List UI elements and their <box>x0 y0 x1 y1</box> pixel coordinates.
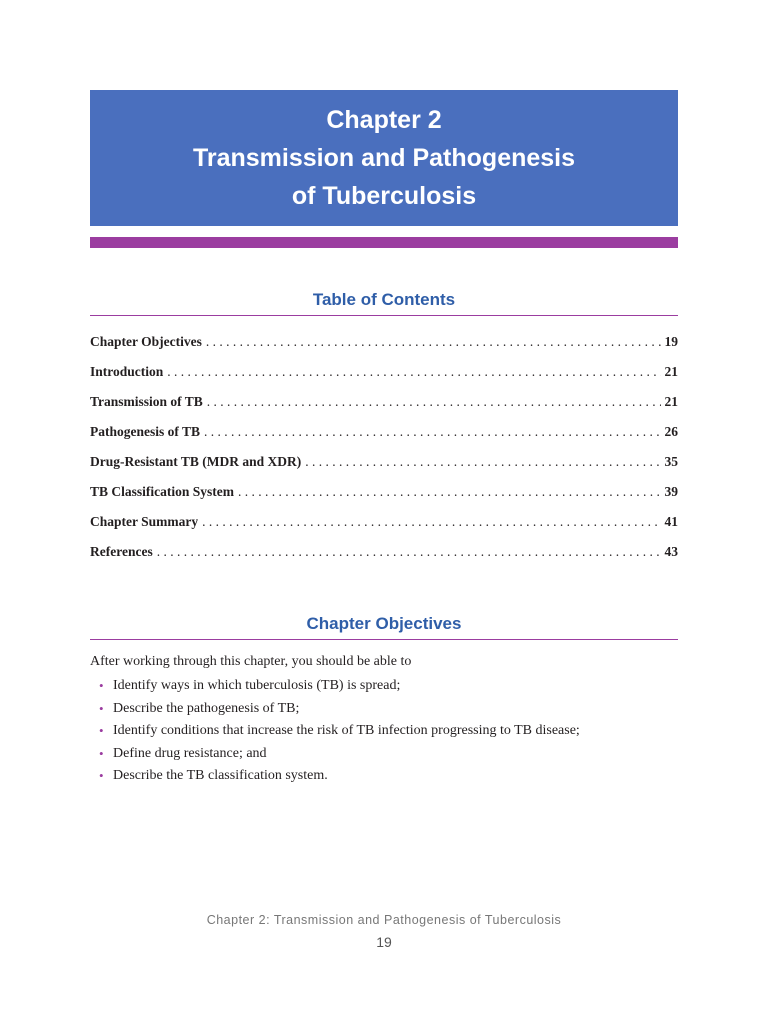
chapter-title-line-2: of Tuberculosis <box>291 182 477 210</box>
list-item <box>90 720 678 743</box>
chapter-banner <box>90 90 678 226</box>
objective-text: Identify conditions that increase the risk of TB infection progressing to TB disease; <box>113 723 580 738</box>
toc-entry-title: Chapter Objectives <box>90 334 202 349</box>
toc-entry-page: 21 <box>664 364 678 379</box>
toc-entry-title: References <box>90 544 153 559</box>
list-item <box>90 743 678 766</box>
toc-entry-page: 21 <box>664 394 678 409</box>
toc-entry-pathogenesis[interactable] <box>90 424 678 454</box>
objectives-heading: Chapter Objectives <box>306 614 462 633</box>
toc-entry-page: 26 <box>664 424 678 439</box>
objective-text: Identify ways in which tuberculosis (TB) is spread; <box>113 678 401 693</box>
toc-entry-title: Drug-Resistant TB (MDR and XDR) <box>90 454 302 469</box>
toc-entry-page: 19 <box>664 334 678 349</box>
toc-entry-page: 39 <box>664 484 678 499</box>
objective-text: Describe the pathogenesis of TB; <box>113 700 300 716</box>
toc-entry-transmission[interactable] <box>90 394 678 424</box>
toc-entry-page: 35 <box>664 454 678 469</box>
toc-leader-dots <box>238 484 660 500</box>
footer-chapter-title: Chapter 2: Transmission and Pathogenesis of Tuberculosis <box>206 913 562 927</box>
toc-heading: Table of Contents <box>312 290 456 309</box>
toc-entry-page: 43 <box>664 544 678 559</box>
objective-text: Describe the TB classification system. <box>113 768 328 783</box>
toc-entry-page: 41 <box>664 514 678 529</box>
toc-leader-dots <box>305 454 660 470</box>
toc-leader-dots <box>202 514 660 530</box>
toc-entry-title: Introduction <box>90 364 164 379</box>
objectives-intro: After working through this chapter, you should be able to <box>90 654 412 669</box>
toc-entry-chapter-objectives[interactable] <box>90 334 678 364</box>
bullet-icon: • <box>99 700 104 716</box>
toc-entry-drug-resistant[interactable] <box>90 454 678 484</box>
list-item <box>90 765 678 788</box>
chapter-number: Chapter 2 <box>326 106 442 134</box>
objectives-rule <box>90 639 678 640</box>
table-of-contents <box>90 334 678 574</box>
toc-leader-dots <box>206 334 661 350</box>
toc-leader-dots <box>167 364 660 380</box>
toc-entry-title: Pathogenesis of TB <box>90 424 201 439</box>
toc-leader-dots <box>157 544 661 560</box>
chapter-title-line-1: Transmission and Pathogenesis <box>192 144 576 172</box>
toc-entry-summary[interactable] <box>90 514 678 544</box>
bullet-icon: • <box>99 768 104 783</box>
toc-leader-dots <box>207 394 661 410</box>
toc-entry-references[interactable] <box>90 544 678 574</box>
footer-page-number: 19 <box>376 934 392 950</box>
objective-text: Define drug resistance; and <box>113 745 267 761</box>
toc-entry-introduction[interactable] <box>90 364 678 394</box>
toc-rule <box>90 315 678 316</box>
toc-entry-classification[interactable] <box>90 484 678 514</box>
toc-leader-dots <box>204 424 660 440</box>
bullet-icon: • <box>99 723 104 738</box>
toc-entry-title: Transmission of TB <box>90 394 203 409</box>
accent-bar <box>90 237 678 248</box>
objectives-list <box>90 675 678 788</box>
bullet-icon: • <box>99 745 104 761</box>
bullet-icon: • <box>99 678 104 693</box>
toc-entry-title: TB Classification System <box>90 484 235 499</box>
list-item <box>90 675 678 698</box>
list-item <box>90 698 678 721</box>
toc-entry-title: Chapter Summary <box>90 514 199 529</box>
